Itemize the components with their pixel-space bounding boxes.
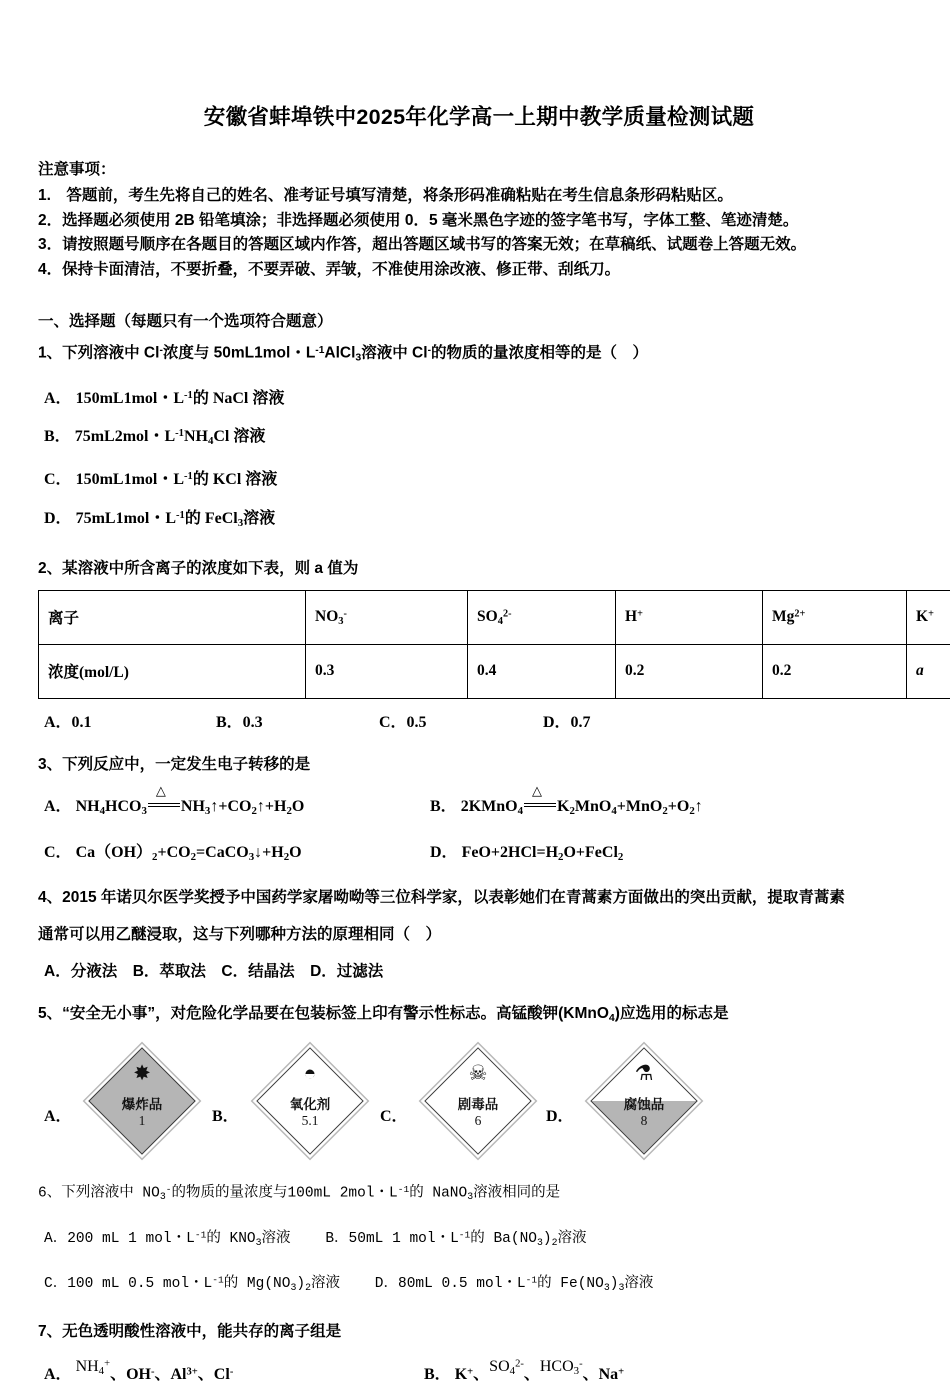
q1-stem-part: 浓度与 50mL1mol・L [163,345,315,362]
question-2-option-a[interactable]: A．0.1 [44,709,92,732]
question-6-option-b[interactable] [325,1231,586,1247]
option-sub: 2 [305,1282,311,1293]
question-1-option-c[interactable] [44,466,914,491]
question-7-options [38,1361,914,1391]
ion-sub: 3 [338,616,343,627]
q1-sub: 3 [355,352,361,364]
explosion-icon: ✸ [86,1063,198,1084]
option-tail: 的 Ba(NO [470,1231,537,1247]
formula-part: 、OH [110,1366,151,1383]
q5-stem-part: 5、“安全无小事”，对危险化学品要在包装标签上印有警示性标志。高锰酸钾(KMnO [38,1005,609,1022]
hazard-name: 氧化剂 [254,1093,366,1113]
formula-part: +O [668,798,690,815]
option-tail3: 溶液 [558,1231,587,1247]
question-4-stem-line2: 通常可以用乙醚浸取，这与下列哪种方法的原理相同（ ） [38,922,914,947]
hazard-class-number: 6 [422,1113,534,1129]
page-title: 安徽省蚌埠铁中2025年化学高一上期中教学质量检测试题 [38,100,914,131]
option-letter: A． [44,1366,72,1383]
hazard-label-oxidizer[interactable] [254,1045,366,1157]
formula-sub: 2 [191,851,196,863]
ion-sup: 2- [503,608,512,619]
hazard-class-number: 5.1 [254,1113,366,1129]
question-1-option-a[interactable] [44,385,914,410]
ion-concentration-table [38,590,950,699]
question-3-option-d[interactable] [430,839,623,863]
question-6-options-row-1 [44,1225,914,1254]
section-heading-choice: 一、选择题（每题只有一个选项符合题意） [38,309,914,331]
q1-stem-part: AlCl [324,345,355,362]
separator: 、 [473,1366,489,1383]
ion-sub: 4 [498,616,503,627]
ion-formula: K [916,608,928,625]
formula-sub: 2 [251,805,256,817]
notice-item: 1. 答题前，考生先将自己的姓名、准考证号填写清楚，将条形码准确粘贴在考生信息条形码粘贴区。 [38,184,914,209]
option-sup: -1 [526,1275,537,1286]
q6-stem-part: 6、下列溶液中 NO [38,1185,160,1201]
option-tail3: 溶液 [624,1276,653,1292]
formula-part: =CaCO [196,844,249,861]
formula-sub: 4 [100,805,105,817]
notice-item: 4．保持卡面清洁，不要折叠，不要弄破、弄皱，不准使用涂改液、修正带、刮纸刀。 [38,258,914,283]
q6-sub: 3 [467,1191,473,1202]
option-tail2: ) [543,1231,552,1247]
formula-sub: 2 [152,851,157,863]
formula-sup: - [579,1358,583,1369]
formula-sup: + [618,1366,624,1377]
formula-part: +CO [157,844,190,861]
option-tail2: Cl 溶液 [213,428,265,445]
question-6-options-row-2 [44,1270,914,1299]
formula-part: K [557,798,569,815]
option-sub: 3 [618,1282,624,1293]
option-sub: 3 [256,1237,262,1248]
arrow-bars [148,803,180,807]
question-2-stem: 2、某溶液中所含离子的浓度如下表，则 a 值为 [38,556,914,581]
question-3-option-a[interactable] [44,793,304,817]
formula-sub: 2 [284,851,289,863]
formula-part: O [289,844,301,861]
formula-sub: 3 [205,805,210,817]
question-3-option-b[interactable] [430,793,703,817]
hazard-name: 爆炸品 [86,1093,198,1113]
formula-part: 、Cl [198,1366,230,1383]
notice-heading: 注意事项： [38,157,914,179]
formula-part: O+FeCl [563,844,617,861]
question-5-option-d-letter[interactable]: D． [546,1103,574,1126]
ion-formula: SO [477,608,498,625]
option-sup: -1 [184,390,193,401]
option-text: 150mL1mol・L [76,389,184,406]
question-5-stem [38,1001,914,1031]
q5-sub: 4 [609,1012,615,1024]
table-cell-value: 0.3 [306,644,468,698]
option-tail: 的 FeCl [185,510,238,527]
ion-sup: + [928,609,934,620]
formula-part: ↑ [695,798,703,815]
formula-part: NH [76,1358,99,1375]
q1-sup: - [428,345,431,356]
table-cell-ion [763,590,907,644]
formula-part: MnO [575,798,611,815]
formula-part: 、Al [154,1366,186,1383]
heating-arrow-icon [523,799,557,815]
option-text: D．80mL 0.5 mol・L [375,1276,526,1292]
diamond-shape [88,1047,195,1154]
q5-stem-part: )应选用的标志是 [615,1005,729,1022]
formula-part: Ca（OH） [76,844,152,861]
question-2-option-c[interactable]: C．0.5 [379,709,427,732]
hazard-class-number: 1 [86,1113,198,1129]
option-sub: 4 [208,435,213,447]
q6-stem-part: 溶液相同的是 [473,1185,560,1201]
diamond-shape [590,1047,697,1154]
q1-stem-part: 溶液中 Cl [361,345,427,362]
formula-sub: 2 [662,805,667,817]
formula-sup: 3+ [187,1366,198,1377]
formula-part: HCO [540,1358,574,1375]
q1-stem-part: 1、下列溶液中 Cl [38,345,159,362]
heating-arrow-icon [147,799,181,815]
table-cell-value: 0.2 [616,644,763,698]
option-letter: B． [424,1366,451,1383]
question-6-option-d[interactable] [375,1276,654,1292]
option-letter: D． [430,844,458,861]
ion-sup: + [637,609,643,620]
delta-symbol: △ [156,784,166,797]
table-cell-value: 0.2 [763,644,907,698]
question-1-option-d[interactable] [44,505,914,534]
option-text: 75mL2mol・L [75,428,175,445]
option-sup: -1 [459,1230,470,1241]
formula-part: 2KMnO [461,798,518,815]
formula-part: SO [489,1358,509,1375]
table-cell-value-a: a [907,644,950,698]
formula-sub: 4 [99,1365,104,1377]
formula-part: ↑+H [257,798,287,815]
notice-block [38,157,914,282]
question-7-stem: 7、无色透明酸性溶液中，能共存的离子组是 [38,1319,914,1344]
skull-crossbones-icon: ☠ [422,1063,534,1084]
hazard-label-toxic[interactable] [422,1045,534,1157]
formula-part: ↓+H [254,844,284,861]
option-tail3: 溶液 [311,1276,340,1292]
question-4-options[interactable]: A．分液法 B．萃取法 C．结晶法 D．过滤法 [44,959,914,981]
q1-sup: -1 [315,345,324,356]
formula-part: HCO [105,798,141,815]
table-cell-value: 0.4 [468,644,616,698]
option-letter: D． [44,510,72,527]
question-3-options-row-1 [44,793,914,817]
question-2-option-d[interactable]: D．0.7 [543,709,591,732]
option-text: A．200 mL 1 mol・L [44,1231,195,1247]
formula-sup: - [151,1366,155,1377]
hazard-label-explosive[interactable] [86,1045,198,1157]
ion-formula: Mg [772,608,794,625]
delta-symbol: △ [532,784,542,797]
q6-stem-part: 的物质的量浓度与100mL 2mol・L [171,1185,397,1201]
option-sup: -1 [175,428,184,439]
q1-sup: - [159,345,162,356]
option-sub: 3 [604,1282,610,1293]
page-content [38,100,914,1391]
formula-sup: + [104,1358,110,1369]
formula-sup: 2- [515,1358,524,1369]
formula-sub: 2 [286,805,291,817]
option-tail2: 溶液 [262,1231,291,1247]
question-1-option-b[interactable] [44,423,914,452]
formula-sub: 2 [689,805,694,817]
q6-sup: -1 [398,1184,409,1195]
option-letter: A． [44,798,72,815]
formula-sub: 3 [141,805,146,817]
formula-part: O [292,798,304,815]
question-5-option-c-letter[interactable]: C． [380,1103,408,1126]
option-sup: -1 [212,1275,223,1286]
formula-sup: - [230,1366,234,1377]
table-cell-ion-label: 离子 [39,590,306,644]
ammonium-formula [76,1358,111,1377]
hazard-label-options [38,1045,914,1163]
formula-sub: 2 [569,805,574,817]
hazard-name: 剧毒品 [422,1093,534,1113]
option-sup: -1 [176,510,185,521]
notice-item: 2．选择题必须使用 2B 铅笔填涂；非选择题必须使用 0．5 毫米黑色字迹的签字笔书写，字体工整、笔迹清楚。 [38,209,914,234]
option-tail: NH [184,428,208,445]
diamond-shape [256,1047,363,1154]
table-cell-ion [907,590,950,644]
option-tail: 的 Mg(NO [224,1276,291,1292]
question-5-option-a-letter[interactable]: A． [44,1103,72,1126]
question-5-option-b-letter[interactable]: B． [212,1103,239,1126]
formula-sub: 2 [558,851,563,863]
bicarbonate-formula [540,1358,583,1377]
formula-part: 、Na [583,1366,619,1383]
hazard-name: 腐蚀品 [588,1093,700,1113]
ion-formula: NO [315,608,338,625]
question-2-option-b[interactable]: B．0.3 [216,709,263,732]
arrow-bars [524,803,556,807]
formula-sub: 4 [518,805,523,817]
option-letter: C． [44,844,72,861]
option-text: 75mL1mol・L [76,510,176,527]
option-sub: 3 [290,1282,296,1293]
formula-sub: 3 [249,851,254,863]
question-2-options [38,709,914,729]
question-3-stem: 3、下列反应中，一定发生电子转移的是 [38,752,914,777]
ion-sup: 2+ [794,609,805,620]
question-7-option-b[interactable] [424,1361,624,1385]
formula-part: +MnO [617,798,663,815]
table-row-values [39,644,950,698]
ion-formula: H [625,608,637,625]
notice-item: 3．请按照题号顺序在各题目的答题区域内作答，超出答题区域书写的答案无效；在草稿纸、试题卷上答题无效。 [38,233,914,258]
option-text: C．100 mL 0.5 mol・L [44,1276,212,1292]
option-sub: 3 [537,1237,543,1248]
corrosive-icon: ⚗ [588,1063,700,1084]
q6-stem-part: 的 NaNO [409,1185,467,1201]
option-text: 150mL1mol・L [76,471,184,488]
table-row-header [39,590,950,644]
option-tail: 的 NaCl 溶液 [193,389,285,406]
option-letter: B． [430,798,457,815]
question-1-stem [38,338,914,371]
question-3-option-c[interactable] [44,839,302,863]
table-cell-ion [616,590,763,644]
formula-part: NH [76,798,100,815]
question-3-options-row-2 [44,839,914,863]
question-7-option-a[interactable] [44,1361,233,1385]
option-tail2: 溶液 [243,510,275,527]
hazard-class-number: 8 [588,1113,700,1129]
option-letter: C． [44,471,72,488]
option-letter: A． [44,389,72,406]
table-cell-ion [306,590,468,644]
option-tail: 的 Fe(NO [537,1276,604,1292]
q6-sup: - [166,1184,172,1195]
table-cell-ion [468,590,616,644]
formula-sub: 4 [611,805,616,817]
formula-part: FeO+2HCl=H [462,844,558,861]
sulfate-formula [489,1358,524,1377]
formula-part: NH [181,798,205,815]
formula-part: K [455,1366,467,1383]
formula-part: ↑+CO [210,798,251,815]
question-4-stem-line1: 4、2015 年诺贝尔医学奖授予中国药学家屠呦呦等三位科学家，以表彰她们在青蒿素方面做出的突出贡献，提取青蒿素 [38,885,914,910]
q6-sub: 3 [160,1191,166,1202]
hazard-label-corrosive[interactable] [588,1045,700,1157]
formula-sub: 3 [574,1365,579,1377]
option-sub: 3 [238,517,243,529]
option-tail2: ) [296,1276,305,1292]
question-6-option-a[interactable] [44,1231,291,1247]
formula-sub: 4 [510,1365,515,1377]
option-tail2: ) [610,1276,619,1292]
separator: 、 [524,1366,540,1383]
question-6-stem [38,1177,914,1209]
option-sup: -1 [195,1230,206,1241]
q1-stem-part: 的物质的量浓度相等的是（ ） [431,345,648,362]
formula-sup: + [467,1366,473,1377]
option-sup: -1 [184,471,193,482]
flame-over-circle-icon: ◓ [254,1063,366,1084]
ion-sup: - [344,608,347,619]
option-sub: 2 [552,1237,558,1248]
option-letter: B． [44,428,71,445]
option-tail: 的 KNO [206,1231,255,1247]
option-text: B．50mL 1 mol・L [325,1231,458,1247]
question-6-option-c[interactable] [44,1276,340,1292]
table-cell-conc-label: 浓度(mol/L) [39,644,306,698]
diamond-shape [424,1047,531,1154]
option-tail: 的 KCl 溶液 [193,471,277,488]
formula-sub: 2 [618,851,623,863]
